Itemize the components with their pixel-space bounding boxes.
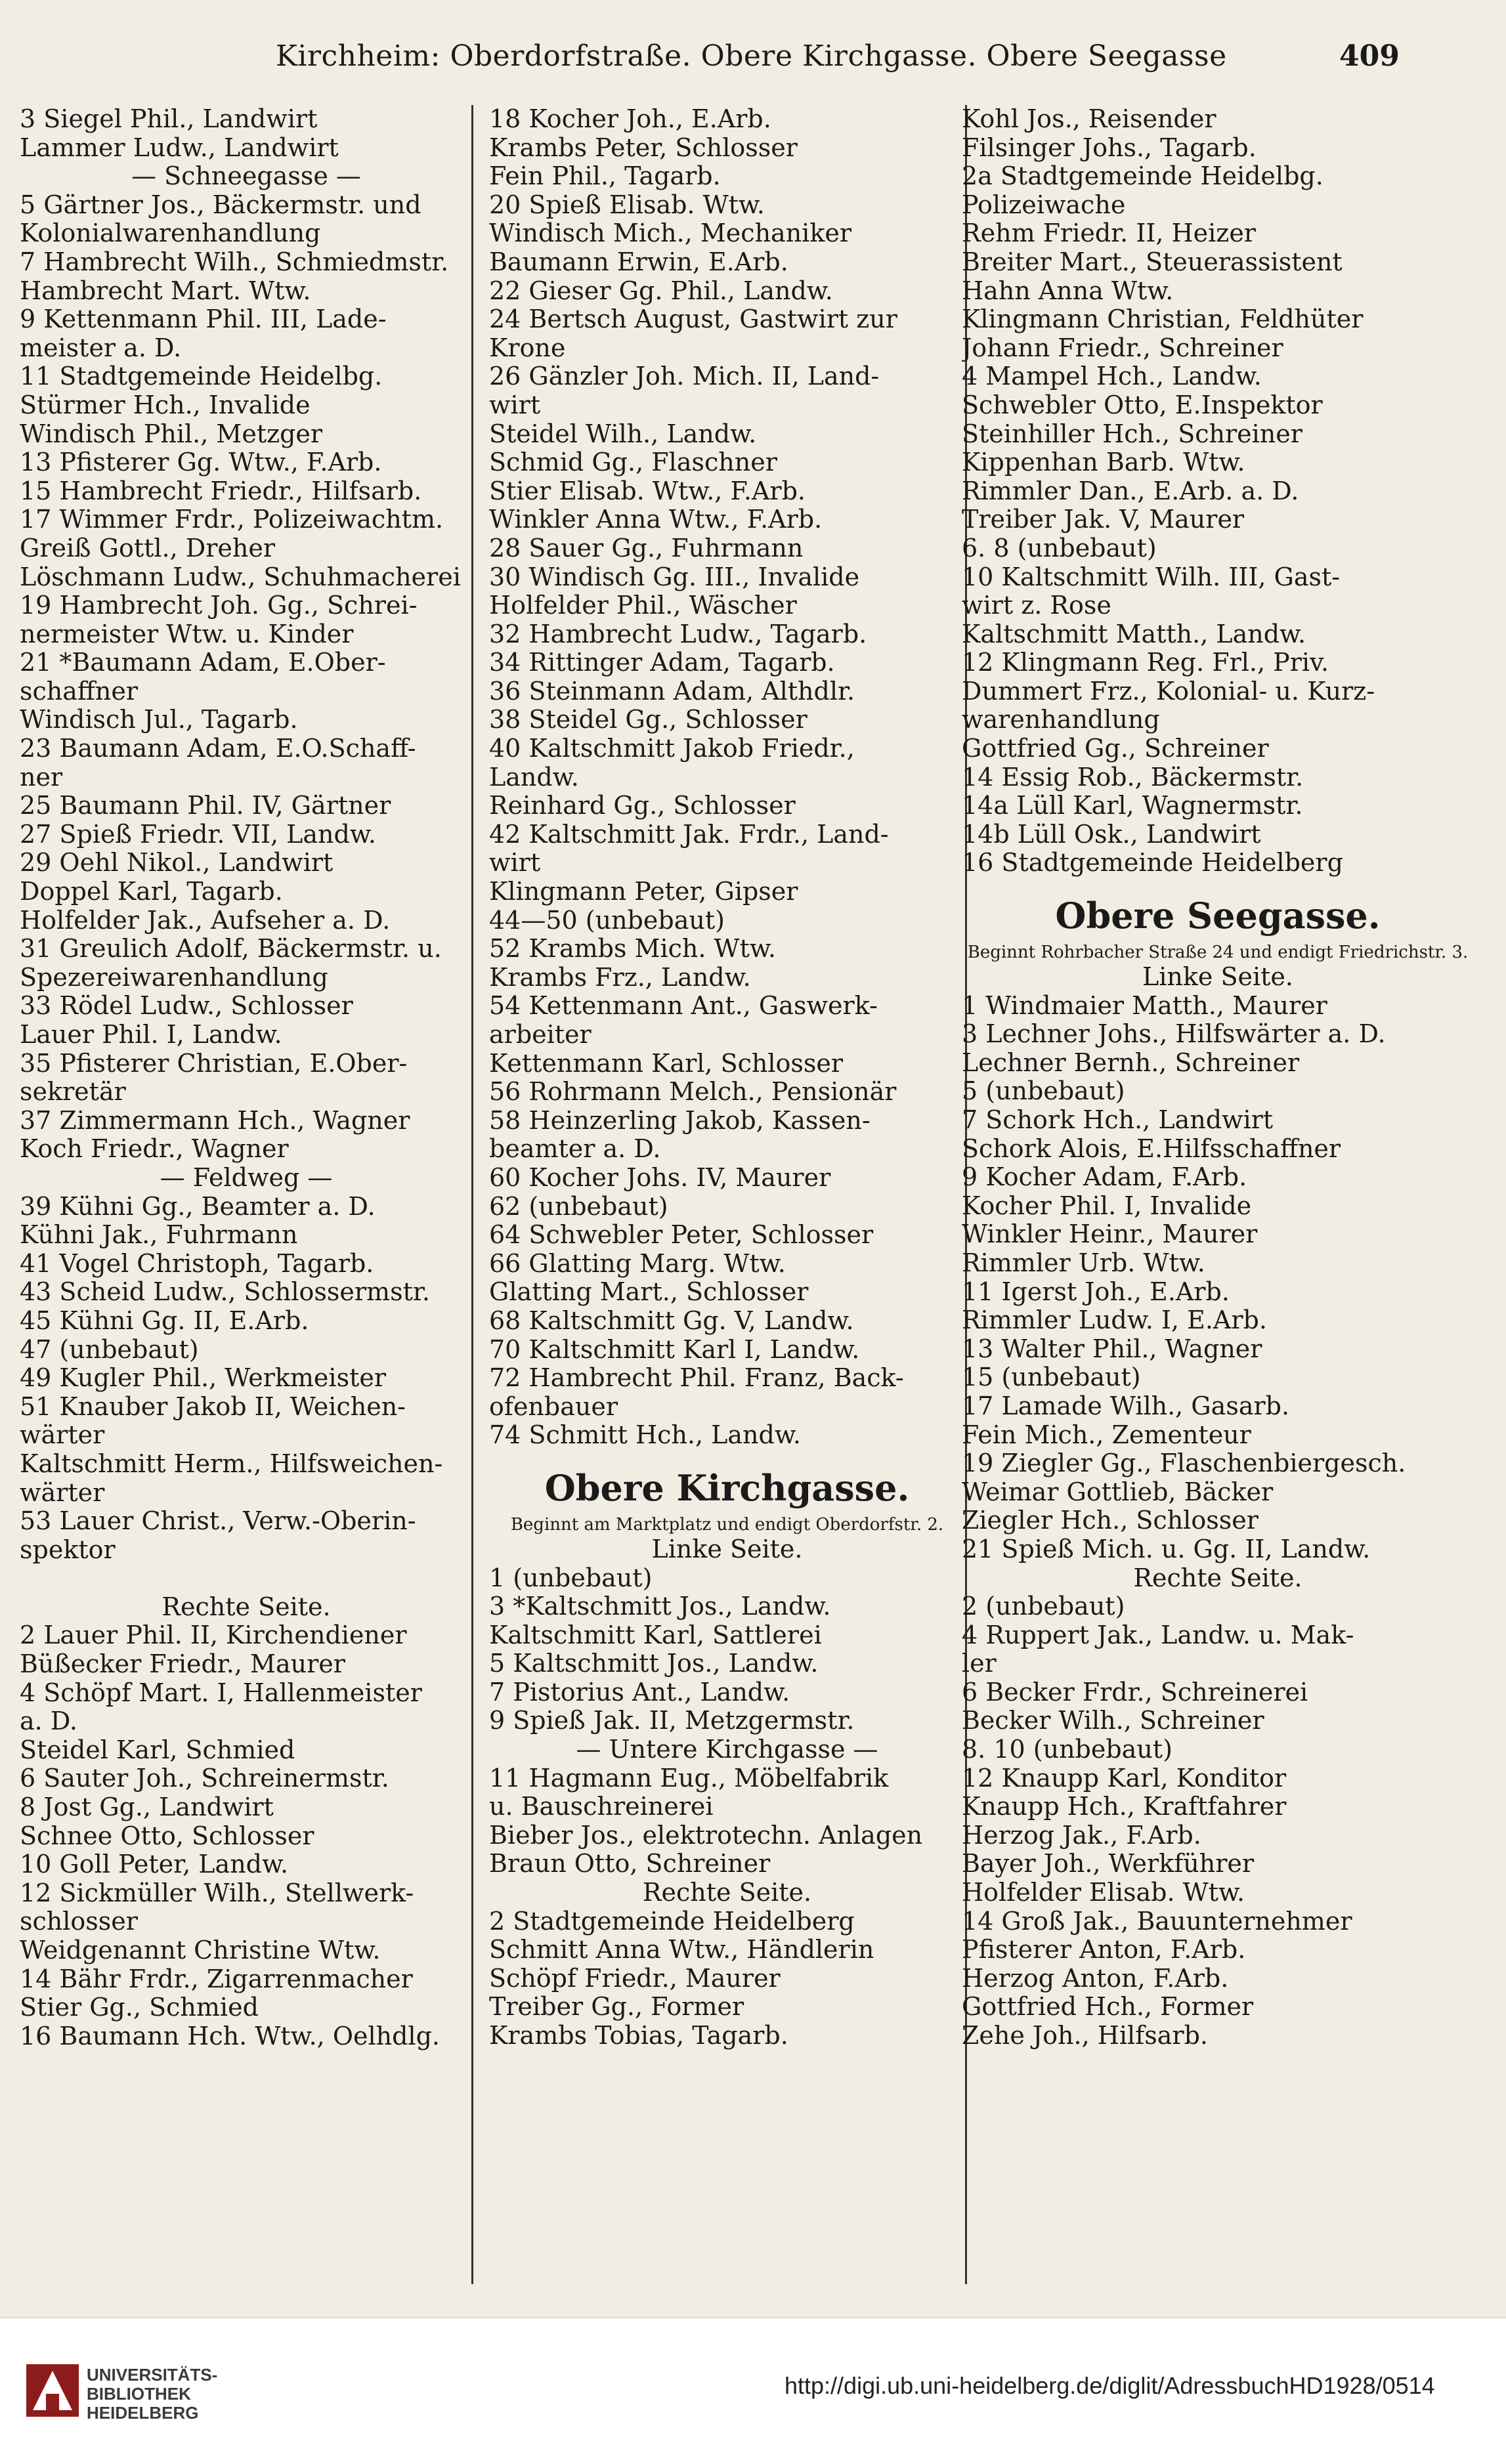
directory-entry: 8. 10 (unbebaut) (962, 1735, 1173, 1764)
cross-street: — Untere Kirchgasse — (576, 1735, 878, 1764)
directory-entry: Löschmann Ludw., Schuhmacherei (20, 563, 461, 591)
directory-entry: Weidgenannt Christine Wtw. (20, 1936, 381, 1965)
directory-entry: Steidel Wilh., Landw. (489, 419, 757, 448)
directory-entry: 37 Zimmermann Hch., Wagner (20, 1106, 410, 1135)
directory-entry: 2 Lauer Phil. II, Kirchendiener (20, 1621, 407, 1650)
directory-entry: 19 Ziegler Gg., Flaschenbiergesch. (962, 1449, 1406, 1478)
directory-entry: Herzog Anton, F.Arb. (962, 1964, 1229, 1993)
directory-entry: 35 Pfisterer Christian, E.Ober- (20, 1049, 408, 1078)
directory-entry: Pfisterer Anton, F.Arb. (962, 1936, 1246, 1965)
directory-entry: Klingmann Christian, Feldhüter (962, 305, 1364, 334)
directory-entry: Kippenhan Barb. Wtw. (962, 448, 1245, 477)
directory-entry: Stürmer Hch., Invalide (20, 391, 311, 419)
directory-entry: a. D. (20, 1707, 78, 1736)
directory-entry: wärter (20, 1421, 105, 1450)
directory-entry (20, 1564, 473, 1593)
section-title: Obere Seegasse. (1055, 895, 1381, 937)
directory-entry: Baumann Erwin, E.Arb. (489, 247, 788, 276)
side-heading: Rechte Seite. (1133, 1563, 1302, 1592)
directory-entry: Treiber Gg., Former (489, 1993, 744, 2022)
directory-entry: 47 (unbebaut) (20, 1335, 199, 1364)
section-title: Obere Kirchgasse. (544, 1466, 910, 1509)
directory-entry: 10 Goll Peter, Landw. (20, 1850, 289, 1879)
directory-entry: Holfelder Phil., Wäscher (489, 591, 797, 620)
directory-entry: 42 Kaltschmitt Jak. Frdr., Land- (489, 820, 889, 849)
directory-entry: Glatting Mart., Schlosser (489, 1278, 809, 1307)
directory-entry: u. Bauschreinerei (489, 1793, 714, 1821)
directory-entry: 26 Gänzler Joh. Mich. II, Land- (489, 362, 880, 391)
library-logo-text (87, 2366, 217, 2423)
directory-entry: Kettenmann Karl, Schlosser (489, 1049, 844, 1078)
directory-entry: Filsinger Johs., Tagarb. (962, 133, 1257, 162)
directory-entry: Spezereiwarenhandlung (20, 963, 328, 992)
directory-entry: Lammer Ludw., Landwirt (20, 133, 339, 162)
directory-entry: 17 Lamade Wilh., Gasarb. (962, 1391, 1290, 1420)
side-heading: Rechte Seite. (642, 1879, 812, 1907)
directory-entry: 10 Kaltschmitt Wilh. III, Gast- (962, 563, 1341, 591)
directory-entry: 3 Siegel Phil., Landwirt (20, 105, 318, 133)
directory-entry: wirt (489, 849, 541, 878)
directory-entry: 21 Spieß Mich. u. Gg. II, Landw. (962, 1535, 1371, 1563)
directory-entry: 27 Spieß Friedr. VII, Landw. (20, 820, 376, 849)
directory-entry: 21 *Baumann Adam, E.Ober- (20, 648, 386, 677)
directory-entry: 31 Greulich Adolf, Bäckermstr. u. (20, 935, 442, 964)
directory-entry: 3 Lechner Johs., Hilfswärter a. D. (962, 1020, 1386, 1049)
directory-entry: 7 Hambrecht Wilh., Schmiedmstr. (20, 247, 449, 276)
directory-entry: Kolonialwarenhandlung (20, 219, 321, 248)
directory-entry: 14a Lüll Karl, Wagnermstr. (962, 792, 1303, 820)
directory-entry: 15 Hambrecht Friedr., Hilfsarb. (20, 477, 422, 505)
directory-entry: Kocher Phil. I, Invalide (962, 1191, 1252, 1220)
directory-entry: meister a. D. (20, 333, 182, 362)
directory-entry: Schmid Gg., Flaschner (489, 448, 777, 477)
directory-entry: Knaupp Hch., Kraftfahrer (962, 1793, 1287, 1821)
directory-entry: Krambs Tobias, Tagarb. (489, 2022, 788, 2050)
directory-entry: 66 Glatting Marg. Wtw. (489, 1249, 786, 1278)
directory-entry: arbeiter (489, 1021, 592, 1049)
directory-entry: 36 Steinmann Adam, Althdlr. (489, 677, 855, 706)
directory-entry: 51 Knauber Jakob II, Weichen- (20, 1392, 406, 1421)
directory-entry: Ziegler Hch., Schlosser (962, 1506, 1259, 1535)
directory-entry: Kaltschmitt Matth., Landw. (962, 620, 1306, 648)
directory-entry: 43 Scheid Ludw., Schlossermstr. (20, 1278, 430, 1307)
directory-entry: Bieber Jos., elektrotechn. Anlagen (489, 1821, 923, 1850)
directory-entry: 14 Groß Jak., Bauunternehmer (962, 1907, 1352, 1936)
directory-entry: 7 Schork Hch., Landwirt (962, 1106, 1274, 1134)
side-heading: Linke Seite. (651, 1535, 803, 1563)
directory-entry: 56 Rohrmann Melch., Pensionär (489, 1078, 897, 1107)
directory-entry: schaffner (20, 677, 139, 706)
directory-entry: Gottfried Hch., Former (962, 1993, 1254, 2022)
directory-entry: schlosser (20, 1907, 138, 1936)
directory-entry: 19 Hambrecht Joh. Gg., Schrei- (20, 591, 418, 620)
directory-entry: Reinhard Gg., Schlosser (489, 792, 796, 820)
directory-entry: Lechner Bernh., Schreiner (962, 1048, 1300, 1077)
directory-entry: Holfelder Jak., Aufseher a. D. (20, 906, 391, 935)
directory-entry: warenhandlung (962, 706, 1160, 734)
directory-entry: wirt (489, 391, 541, 419)
directory-entry: 12 Klingmann Reg. Frl., Priv. (962, 648, 1329, 677)
directory-entry: 14 Bähr Frdr., Zigarrenmacher (20, 1965, 413, 1993)
directory-entry: 29 Oehl Nikol., Landwirt (20, 849, 333, 878)
directory-entry: Rimmler Urb. Wtw. (962, 1248, 1205, 1277)
directory-entry: 23 Baumann Adam, E.O.Schaff- (20, 734, 416, 763)
directory-entry: 11 Igerst Joh., E.Arb. (962, 1277, 1230, 1306)
directory-entry: 54 Kettenmann Ant., Gaswerk- (489, 992, 878, 1021)
cross-street: — Schneegasse — (131, 162, 361, 191)
directory-entry: Schöpf Friedr., Maurer (489, 1964, 781, 1993)
directory-entry: Schwebler Otto, E.Inspektor (962, 391, 1323, 419)
directory-entry: Rimmler Ludw. I, E.Arb. (962, 1306, 1267, 1335)
directory-entry: Schnee Otto, Schlosser (20, 1821, 314, 1850)
directory-entry: beamter a. D. (489, 1135, 661, 1164)
directory-entry: Steinhiller Hch., Schreiner (962, 419, 1302, 448)
directory-entry: 70 Kaltschmitt Karl I, Landw. (489, 1335, 860, 1364)
directory-entry: spektor (20, 1535, 116, 1564)
directory-entry: 60 Kocher Johs. IV, Maurer (489, 1163, 831, 1192)
directory-entry: sekretär (20, 1078, 126, 1107)
directory-entry: Steidel Karl, Schmied (20, 1735, 295, 1764)
directory-entry: Kaltschmitt Karl, Sattlerei (489, 1621, 822, 1649)
directory-entry: 4 Mampel Hch., Landw. (962, 362, 1262, 391)
directory-entry: ner (20, 763, 63, 792)
directory-entry: 30 Windisch Gg. III., Invalide (489, 563, 860, 591)
directory-entry: Kaltschmitt Herm., Hilfsweichen- (20, 1449, 443, 1478)
page-header (0, 39, 1506, 85)
directory-entry: 12 Sickmüller Wilh., Stellwerk- (20, 1879, 414, 1907)
directory-entry: 12 Knaupp Karl, Konditor (962, 1764, 1287, 1793)
directory-entry: 4 Schöpf Mart. I, Hallenmeister (20, 1678, 422, 1707)
directory-entry: Fein Mich., Zementeur (962, 1420, 1251, 1449)
directory-entry: Windisch Jul., Tagarb. (20, 706, 298, 734)
directory-entry: ofenbauer (489, 1392, 618, 1421)
directory-entry: 5 (unbebaut) (962, 1077, 1125, 1106)
directory-entry: 38 Steidel Gg., Schlosser (489, 706, 807, 734)
directory-entry: 74 Schmitt Hch., Landw. (489, 1421, 801, 1450)
directory-entry: 22 Gieser Gg. Phil., Landw. (489, 276, 833, 305)
directory-entry: Johann Friedr., Schreiner (962, 333, 1283, 362)
directory-entry: Herzog Jak., F.Arb. (962, 1821, 1201, 1850)
section-subtitle: Beginnt am Marktplatz und endigt Oberdorfstr. 2. (510, 1514, 944, 1535)
directory-entry: Stier Elisab. Wtw., F.Arb. (489, 477, 806, 505)
directory-entry: Kühni Jak., Fuhrmann (20, 1221, 298, 1250)
directory-entry: 58 Heinzerling Jakob, Kassen- (489, 1106, 871, 1135)
directory-entry: 68 Kaltschmitt Gg. V, Landw. (489, 1306, 854, 1335)
directory-entry: Landw. (489, 763, 579, 792)
directory-entry: Bayer Joh., Werkführer (962, 1850, 1255, 1879)
directory-entry: 62 (unbebaut) (489, 1192, 668, 1221)
directory-entry: Winkler Anna Wtw., F.Arb. (489, 505, 823, 534)
page-number: 409 (1339, 39, 1400, 73)
directory-entry: Treiber Jak. V, Maurer (962, 505, 1245, 534)
directory-entry: Braun Otto, Schreiner (489, 1850, 771, 1879)
directory-entry: 4 Ruppert Jak., Landw. u. Mak- (962, 1621, 1354, 1649)
directory-entry: 64 Schwebler Peter, Schlosser (489, 1221, 874, 1250)
directory-entry: Windisch Mich., Mechaniker (489, 219, 852, 248)
directory-entry: 40 Kaltschmitt Jakob Friedr., (489, 734, 855, 763)
directory-entry: 49 Kugler Phil., Werkmeister (20, 1364, 386, 1393)
directory-entry: 33 Rödel Ludw., Schlosser (20, 992, 353, 1021)
directory-entry: 14 Essig Rob., Bäckermstr. (962, 763, 1304, 792)
column-1 (20, 105, 473, 2050)
directory-entry: 45 Kühni Gg. II, E.Arb. (20, 1306, 309, 1335)
directory-entry: 11 Hagmann Eug., Möbelfabrik (489, 1764, 889, 1793)
column-2 (489, 105, 965, 2050)
directory-entry: 17 Wimmer Frdr., Polizeiwachtm. (20, 505, 444, 534)
directory-entry: Dummert Frz., Kolonial- u. Kurz- (962, 677, 1375, 706)
section-subtitle: Beginnt Rohrbacher Straße 24 und endigt Friedrichstr. 3. (967, 943, 1469, 963)
column-3 (962, 105, 1474, 2050)
directory-entry: 13 Walter Phil., Wagner (962, 1334, 1262, 1363)
directory-entry: Fein Phil., Tagarb. (489, 162, 721, 191)
directory-entry: nermeister Wtw. u. Kinder (20, 620, 354, 648)
logo-line: HEIDELBERG (87, 2403, 199, 2423)
directory-entry: Lauer Phil. I, Landw. (20, 1021, 282, 1049)
directory-entry: Krone (489, 333, 566, 362)
directory-entry: 8 Jost Gg., Landwirt (20, 1793, 274, 1822)
directory-entry: Hahn Anna Wtw. (962, 276, 1174, 305)
directory-entry: wirt z. Rose (962, 591, 1111, 620)
directory-entry: Koch Friedr., Wagner (20, 1135, 289, 1164)
directory-entry: 18 Kocher Joh., E.Arb. (489, 105, 771, 133)
directory-entry: Klingmann Peter, Gipser (489, 878, 798, 906)
directory-entry: 24 Bertsch August, Gastwirt zur (489, 305, 897, 334)
directory-entry: Rehm Friedr. II, Heizer (962, 219, 1256, 248)
directory-entry: 16 Baumann Hch. Wtw., Oelhdlg. (20, 2022, 440, 2050)
directory-entry: 39 Kühni Gg., Beamter a. D. (20, 1192, 376, 1221)
directory-entry: Rimmler Dan., E.Arb. a. D. (962, 477, 1299, 505)
side-heading: Linke Seite. (1142, 963, 1293, 992)
directory-entry: 72 Hambrecht Phil. Franz, Back- (489, 1364, 904, 1393)
directory-entry: Windisch Phil., Metzger (20, 419, 323, 448)
directory-entry: 20 Spieß Elisab. Wtw. (489, 190, 765, 219)
directory-entry: Holfelder Elisab. Wtw. (962, 1879, 1245, 1907)
directory-entry: 1 (unbebaut) (489, 1563, 653, 1592)
directory-entry: Breiter Mart., Steuerassistent (962, 247, 1343, 276)
directory-entry: wärter (20, 1478, 105, 1507)
directory-entry: 25 Baumann Phil. IV, Gärtner (20, 792, 391, 820)
directory-entry: Stier Gg., Schmied (20, 1993, 259, 2022)
directory-entry: 41 Vogel Christoph, Tagarb. (20, 1249, 374, 1278)
directory-entry: 2a Stadtgemeinde Heidelbg. (962, 162, 1323, 191)
source-url-link[interactable]: http://digi.ub.uni-heidelberg.de/diglit/AdressbuchHD1928/0514 (785, 2372, 1435, 2399)
library-logo-icon (26, 2364, 79, 2417)
directory-entry: 3 *Kaltschmitt Jos., Landw. (489, 1592, 831, 1621)
page-title: Kirchheim: Oberdorfstraße. Obere Kirchgasse. Obere Seegasse (276, 39, 1227, 73)
directory-entry: 16 Stadtgemeinde Heidelberg (962, 849, 1343, 878)
directory-entry: 14b Lüll Osk., Landwirt (962, 820, 1261, 849)
directory-entry: Kohl Jos., Reisender (962, 105, 1216, 133)
directory-entry: 9 Spieß Jak. II, Metzgermstr. (489, 1707, 855, 1735)
directory-entry: ler (962, 1649, 997, 1678)
directory-entry: 44—50 (unbebaut) (489, 906, 725, 935)
directory-entry: 5 Kaltschmitt Jos., Landw. (489, 1649, 819, 1678)
cross-street: — Feldweg — (160, 1163, 333, 1192)
directory-entry: 9 Kocher Adam, F.Arb. (962, 1163, 1247, 1192)
directory-entry: Becker Wilh., Schreiner (962, 1707, 1264, 1735)
directory-entry: 6. 8 (unbebaut) (962, 534, 1157, 563)
directory-entry: 11 Stadtgemeinde Heidelbg. (20, 362, 383, 391)
directory-entry: 15 (unbebaut) (962, 1363, 1141, 1392)
directory-entry: 32 Hambrecht Ludw., Tagarb. (489, 620, 867, 648)
directory-entry: 52 Krambs Mich. Wtw. (489, 935, 776, 964)
directory-entry: 9 Kettenmann Phil. III, Lade- (20, 305, 387, 334)
directory-entry: 2 Stadtgemeinde Heidelberg (489, 1907, 855, 1936)
directory-entry: 1 Windmaier Matth., Maurer (962, 991, 1327, 1020)
directory-entry: Krambs Peter, Schlosser (489, 133, 798, 162)
directory-entry: 2 (unbebaut) (962, 1592, 1125, 1621)
directory-entry: 7 Pistorius Ant., Landw. (489, 1678, 790, 1707)
logo-line: UNIVERSITÄTS- (87, 2365, 218, 2385)
directory-entry: 6 Sauter Joh., Schreinermstr. (20, 1764, 389, 1793)
directory-entry: 13 Pfisterer Gg. Wtw., F.Arb. (20, 448, 382, 477)
directory-entry: 53 Lauer Christ., Verw.-Oberin- (20, 1507, 416, 1536)
logo-line: BIBLIOTHEK (87, 2384, 191, 2404)
directory-entry: 34 Rittinger Adam, Tagarb. (489, 648, 835, 677)
directory-entry: Greiß Gottl., Dreher (20, 534, 276, 563)
directory-entry: Winkler Heinr., Maurer (962, 1220, 1258, 1249)
directory-entry: Gottfried Gg., Schreiner (962, 734, 1269, 763)
directory-entry: Doppel Karl, Tagarb. (20, 878, 283, 906)
directory-entry: Hambrecht Mart. Wtw. (20, 276, 311, 305)
directory-entry: Schork Alois, E.Hilfsschaffner (962, 1134, 1341, 1163)
directory-entry: Zehe Joh., Hilfsarb. (962, 2022, 1208, 2050)
directory-entry: 6 Becker Frdr., Schreinerei (962, 1678, 1308, 1707)
directory-entry: 28 Sauer Gg., Fuhrmann (489, 534, 804, 563)
directory-entry: Weimar Gottlieb, Bäcker (962, 1477, 1274, 1506)
side-heading: Rechte Seite. (161, 1592, 331, 1621)
directory-entry: Krambs Frz., Landw. (489, 963, 751, 992)
directory-entry: Polizeiwache (962, 190, 1126, 219)
footer (0, 2317, 1506, 2464)
directory-entry: 5 Gärtner Jos., Bäckermstr. und (20, 190, 421, 219)
directory-entry: Schmitt Anna Wtw., Händlerin (489, 1936, 874, 1965)
directory-entry: Büßecker Friedr., Maurer (20, 1650, 345, 1679)
